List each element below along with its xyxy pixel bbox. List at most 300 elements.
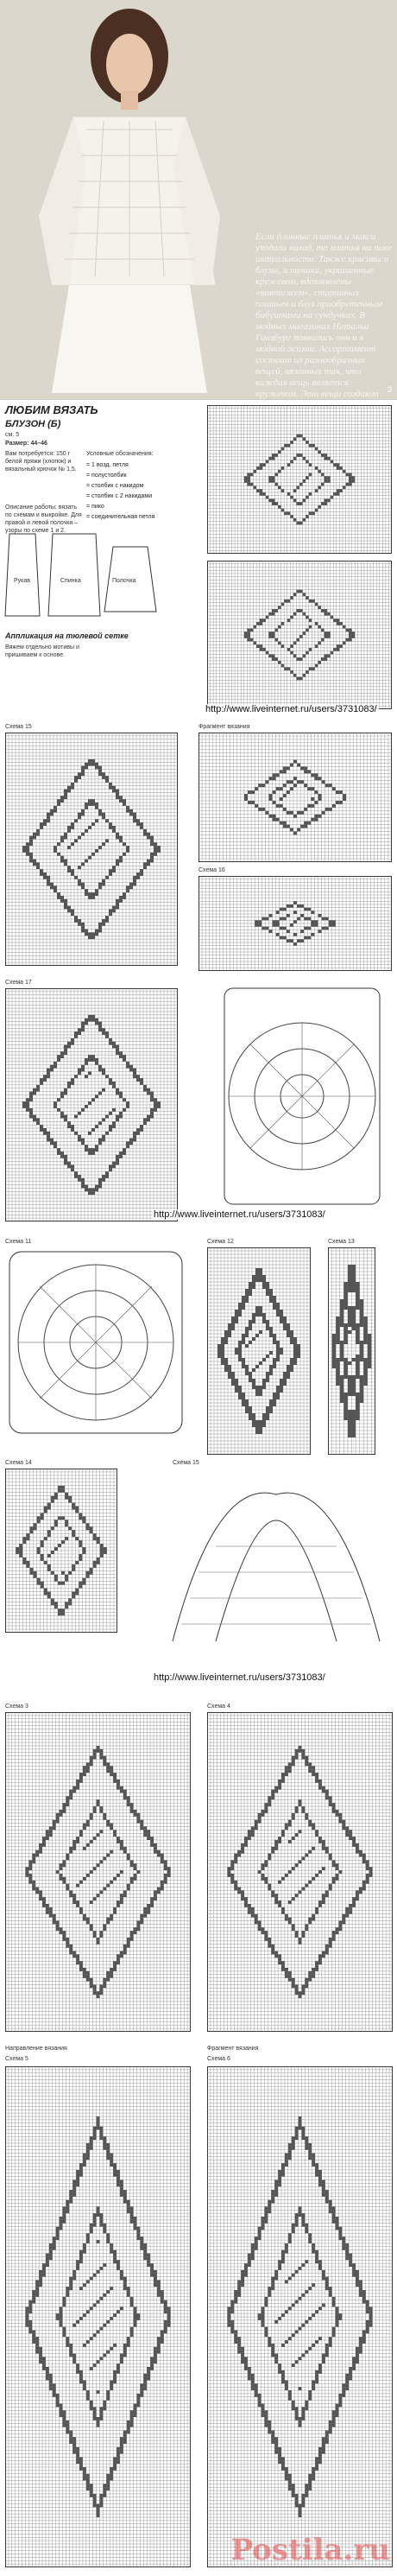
filled-cell [86, 2484, 90, 2487]
filled-cell [356, 2351, 359, 2354]
filled-cell [322, 1897, 325, 1900]
filled-cell [147, 1907, 150, 1911]
filled-cell [281, 1830, 285, 1833]
filled-cell [123, 1148, 126, 1152]
filled-cell [69, 2430, 72, 2433]
filled-cell [268, 498, 272, 502]
filled-cell [130, 2333, 134, 2337]
filled-cell [113, 2467, 117, 2471]
filled-cell [112, 790, 116, 793]
filled-cell [308, 1850, 312, 1854]
filled-cell [109, 1038, 112, 1042]
filled-cell [39, 2351, 42, 2354]
filled-cell [292, 1760, 295, 1763]
filled-cell [81, 885, 85, 889]
filled-cell [76, 2173, 79, 2177]
filled-cell [67, 1042, 71, 1045]
filled-cell [123, 1850, 127, 1854]
filled-cell [64, 790, 67, 793]
filled-cell [66, 1854, 69, 1857]
filled-cell [268, 1796, 271, 1799]
filled-cell [234, 1881, 237, 1884]
filled-cell [360, 1382, 364, 1386]
filled-cell [336, 801, 339, 804]
filled-cell [325, 2283, 329, 2287]
filled-cell [304, 770, 307, 773]
filled-cell [49, 2374, 53, 2377]
filled-cell [154, 1850, 157, 1854]
filled-cell [292, 1813, 295, 1817]
filled-cell [283, 1382, 287, 1386]
filled-cell [85, 806, 88, 809]
filled-cell [360, 1379, 364, 1382]
filled-cell [254, 485, 257, 489]
filled-cell [134, 2220, 137, 2224]
filled-cell [90, 2404, 93, 2408]
filled-cell [123, 2283, 127, 2287]
filled-cell [61, 1540, 65, 1544]
filled-cell [349, 2374, 352, 2377]
filled-cell [325, 457, 328, 460]
filled-cell [340, 1358, 344, 1361]
filled-cell [150, 1112, 154, 1115]
filled-cell [292, 2490, 295, 2494]
filled-cell [256, 644, 260, 648]
filled-cell [123, 1098, 126, 1101]
filled-cell [281, 2467, 285, 2471]
filled-cell [133, 815, 136, 819]
filled-cell [345, 2377, 349, 2381]
filled-cell [260, 466, 263, 470]
filled-cell [345, 1826, 349, 1830]
filled-cell [72, 2437, 76, 2440]
filled-cell [126, 885, 129, 889]
filled-cell [150, 1092, 154, 1095]
schematic-label: Рукав [14, 578, 30, 584]
filled-cell [360, 1358, 364, 1361]
source-url[interactable]: http://www.liveinternet.ru/users/3731083/ [154, 1672, 325, 1683]
filled-cell [280, 1317, 283, 1320]
filled-cell [85, 1575, 89, 1578]
filled-cell [164, 2320, 167, 2324]
filled-cell [258, 2227, 262, 2230]
filled-cell [238, 1344, 242, 1348]
filled-cell [60, 1813, 63, 1817]
filled-cell [343, 1285, 348, 1289]
filled-cell [110, 1824, 113, 1827]
filled-cell [83, 1918, 86, 1921]
filled-cell [271, 2193, 274, 2197]
filled-cell [69, 2344, 72, 2347]
source-url[interactable]: http://www.liveinternet.ru/users/3731083/ [154, 1209, 325, 1220]
filled-cell [338, 2401, 342, 2404]
filled-cell [120, 1786, 123, 1790]
filled-cell [46, 1911, 49, 1914]
filled-cell [37, 1551, 41, 1554]
filled-cell [315, 2380, 318, 2383]
filled-cell [336, 2313, 339, 2317]
filled-cell [318, 2183, 322, 2186]
filled-cell [255, 1420, 259, 1424]
filled-cell [53, 2383, 56, 2387]
filled-cell [147, 2260, 150, 2263]
filled-cell [130, 2217, 134, 2220]
filled-cell [308, 1769, 312, 1773]
filled-cell [51, 1551, 54, 1554]
filled-cell [161, 1854, 164, 1857]
filled-cell [278, 2170, 281, 2173]
filled-cell [64, 1158, 67, 1162]
filled-cell [230, 2320, 234, 2324]
filled-cell [110, 2387, 113, 2390]
filled-cell [46, 2263, 49, 2267]
filled-cell [93, 2224, 97, 2227]
filled-cell [343, 1417, 348, 1420]
filled-cell [278, 1840, 281, 1843]
filled-cell [262, 2404, 265, 2408]
filled-cell [255, 2390, 258, 2394]
filled-cell [271, 2433, 274, 2437]
filled-cell [79, 2317, 83, 2320]
filled-cell [266, 1327, 269, 1330]
filled-cell [340, 1386, 344, 1389]
filled-cell [268, 2290, 271, 2294]
filled-cell [56, 2237, 60, 2240]
filled-cell [288, 1978, 292, 1982]
filled-cell [71, 869, 74, 872]
filled-cell [95, 806, 98, 809]
filled-cell [343, 1327, 348, 1330]
filled-cell [342, 1918, 345, 1921]
filled-cell [49, 2254, 53, 2257]
filled-cell [258, 2397, 262, 2401]
filled-cell [110, 2287, 113, 2290]
filled-cell [116, 1115, 119, 1119]
filled-cell [343, 1413, 348, 1417]
filled-cell [127, 1796, 130, 1799]
filled-cell [264, 1803, 268, 1806]
filled-cell [157, 1888, 161, 1891]
filled-cell [106, 2237, 110, 2240]
filled-cell [25, 1867, 28, 1870]
filled-cell [321, 483, 325, 486]
filled-cell [113, 2464, 117, 2467]
filled-cell [287, 1323, 290, 1327]
filled-cell [366, 1877, 369, 1881]
source-url[interactable]: http://www.liveinternet.ru/users/3731083/ [205, 704, 377, 714]
filled-cell [349, 473, 352, 477]
filled-cell [69, 2351, 72, 2354]
filled-cell [81, 769, 85, 772]
filled-cell [119, 796, 123, 799]
filled-cell [66, 2430, 69, 2433]
filled-cell [150, 1840, 154, 1843]
filled-cell [360, 1396, 364, 1399]
filled-cell [332, 2330, 336, 2333]
filled-cell [342, 1914, 345, 1918]
filled-cell [332, 2327, 336, 2331]
filled-cell [126, 1105, 129, 1108]
filled-cell [16, 1551, 19, 1554]
filled-cell [241, 1890, 244, 1894]
filled-cell [368, 1344, 372, 1348]
filled-cell [283, 1375, 287, 1379]
filled-cell [123, 1948, 127, 1951]
filled-cell [53, 2394, 56, 2397]
filled-cell [81, 1185, 85, 1189]
filled-cell [74, 1075, 78, 1078]
filled-cell [318, 2451, 322, 2454]
filled-cell [288, 2390, 292, 2394]
filled-cell [331, 460, 334, 464]
filled-cell [325, 635, 328, 638]
filled-cell [164, 2324, 167, 2327]
filled-cell [325, 2351, 329, 2354]
filled-cell [272, 502, 275, 505]
filled-cell [252, 1337, 255, 1341]
filled-cell [299, 2510, 302, 2514]
filled-cell [278, 450, 281, 454]
filled-cell [325, 612, 328, 616]
filled-cell [154, 1108, 157, 1112]
neck-shape [121, 91, 138, 110]
filled-cell [136, 1820, 140, 1824]
filled-cell [271, 2287, 274, 2290]
filled-cell [268, 2200, 271, 2204]
filled-cell [79, 2260, 83, 2263]
filled-cell [234, 2333, 237, 2337]
filled-cell [349, 483, 352, 486]
filled-cell [110, 1881, 113, 1884]
filled-cell [113, 2374, 117, 2377]
filled-cell [271, 2197, 274, 2200]
filled-cell [93, 2217, 97, 2220]
filled-cell [147, 2263, 150, 2267]
filled-cell [348, 1268, 352, 1272]
filled-cell [278, 1881, 281, 1884]
filled-cell [293, 1355, 297, 1358]
filled-cell [345, 2250, 349, 2254]
filled-cell [325, 2193, 329, 2197]
filled-cell [237, 2351, 241, 2354]
filled-cell [140, 826, 143, 829]
filled-cell [120, 1900, 123, 1904]
filled-cell [340, 1303, 344, 1306]
filled-cell [126, 1141, 129, 1145]
filled-cell [231, 1379, 235, 1382]
filled-cell [332, 2213, 336, 2217]
filled-cell [293, 901, 297, 904]
filled-cell [103, 2136, 106, 2140]
filled-cell [305, 2484, 308, 2487]
filled-cell [110, 1971, 113, 1975]
filled-cell [283, 808, 287, 811]
filled-cell [126, 806, 129, 809]
filled-cell [368, 1361, 372, 1365]
filled-cell [42, 2274, 46, 2277]
article-poem: Если длинные платья и макси уходили назад, то платья на пике актуальности. Также красивы и блузы, и туники, украшенные кружевом, вдохновлены «винтажем», старинных платьев и блуз приобретенным бабушками на сундучках. В модных магазинах Натальи Гинзбург появились они и в модной жизни. Ассортимент состоит из разнообразных вещей, вязанных так, что каждая вещь является кружевом. Эти вещи создают [255, 232, 393, 399]
filled-cell [295, 2129, 299, 2133]
filled-cell [299, 1941, 302, 1945]
filled-cell [113, 2377, 117, 2381]
filled-cell [86, 1820, 90, 1824]
filled-cell [250, 629, 254, 632]
filled-cell [268, 1854, 271, 1857]
filled-cell [336, 1334, 340, 1337]
filled-cell [123, 2344, 127, 2347]
filled-cell [268, 2430, 271, 2433]
filled-cell [110, 2156, 113, 2160]
filled-cell [72, 1568, 75, 1571]
filled-cell [235, 1317, 238, 1320]
filled-cell [288, 1766, 292, 1769]
filled-cell [51, 1598, 54, 1602]
filled-cell [242, 1341, 245, 1344]
filled-cell [60, 2306, 63, 2310]
filled-cell [241, 1847, 244, 1850]
filled-cell [315, 664, 318, 668]
filled-cell [85, 930, 88, 933]
filled-cell [44, 1537, 47, 1540]
filled-cell [352, 2267, 356, 2270]
filled-cell [127, 1941, 130, 1945]
filled-cell [359, 2351, 362, 2354]
legend-item: = соединительная петля [86, 514, 155, 520]
filled-cell [312, 2154, 315, 2157]
filled-cell [276, 804, 280, 808]
filled-cell [76, 1904, 79, 1907]
filled-cell [97, 2507, 100, 2510]
filled-cell [301, 2497, 305, 2501]
filled-cell [50, 883, 54, 886]
filled-cell [133, 1071, 136, 1075]
filled-cell [283, 1327, 287, 1330]
filled-cell [227, 2313, 230, 2317]
filled-cell [54, 846, 57, 849]
filled-cell [348, 1330, 352, 1334]
filled-cell [337, 463, 340, 466]
trousers-shape [52, 285, 207, 393]
filled-cell [140, 2394, 143, 2397]
filled-cell [72, 1790, 76, 1793]
filled-cell [43, 1075, 47, 1078]
filled-cell [120, 2274, 123, 2277]
filled-cell [79, 2374, 83, 2377]
filled-cell [103, 1982, 106, 1985]
filled-cell [249, 1282, 252, 1285]
filled-cell [290, 811, 293, 815]
filled-cell [51, 1526, 54, 1530]
filled-cell [260, 489, 263, 492]
filled-cell [314, 818, 318, 822]
filled-cell [221, 1361, 224, 1365]
filled-cell [308, 1766, 312, 1769]
filled-cell [301, 2294, 305, 2297]
filled-cell [244, 1904, 248, 1907]
filled-cell [241, 2347, 244, 2351]
filled-cell [56, 2313, 60, 2317]
filled-cell [242, 1393, 245, 1396]
filled-cell [224, 1341, 228, 1344]
filled-cell [113, 1833, 117, 1837]
filled-cell [86, 2237, 90, 2240]
filled-cell [147, 2367, 150, 2370]
filled-cell [304, 822, 307, 825]
filled-cell [241, 2277, 244, 2281]
filled-cell [93, 1753, 97, 1756]
filled-cell [113, 1961, 117, 1964]
filled-cell [106, 2474, 110, 2478]
filled-cell [102, 919, 105, 923]
filled-cell [273, 773, 276, 777]
filled-cell [278, 470, 281, 473]
filled-cell [336, 1382, 340, 1386]
filled-cell [32, 1854, 35, 1857]
filled-cell [85, 1188, 88, 1191]
filled-cell [106, 1978, 110, 1982]
filled-cell [332, 2417, 336, 2421]
filled-cell [356, 1847, 359, 1850]
filled-cell [271, 2440, 274, 2444]
filled-cell [230, 1867, 234, 1870]
filled-cell [46, 1904, 49, 1907]
filled-cell [278, 2370, 281, 2374]
filled-cell [83, 1968, 86, 1971]
filled-cell [271, 2200, 274, 2204]
filled-cell [127, 2337, 130, 2340]
filled-cell [292, 1756, 295, 1760]
filled-cell [230, 2324, 234, 2327]
filled-cell [103, 2294, 106, 2297]
filled-cell [97, 1894, 100, 1897]
filled-cell [348, 1320, 352, 1323]
filled-cell [60, 1931, 63, 1934]
filled-cell [352, 1843, 356, 1847]
filled-cell [69, 2433, 72, 2437]
filled-cell [249, 1292, 252, 1296]
filled-cell [293, 437, 297, 441]
filled-cell [106, 2478, 110, 2481]
filled-cell [336, 2317, 339, 2320]
filled-cell [285, 2160, 288, 2163]
filled-cell [64, 836, 67, 840]
filled-cell [244, 797, 248, 801]
filled-cell [285, 1826, 288, 1830]
filled-cell [110, 2317, 113, 2320]
filled-cell [120, 2179, 123, 2183]
filled-cell [352, 1285, 356, 1289]
filled-cell [336, 1337, 340, 1341]
filled-cell [287, 444, 291, 447]
filled-cell [106, 2390, 110, 2394]
filled-cell [143, 1833, 147, 1837]
filled-cell [318, 2460, 322, 2464]
filled-cell [90, 1762, 93, 1766]
filled-cell [47, 1135, 50, 1139]
filled-cell [154, 853, 157, 856]
filled-cell [329, 1854, 332, 1857]
filled-cell [325, 502, 328, 505]
filled-cell [98, 926, 102, 930]
filled-cell [83, 1975, 86, 1978]
filled-cell [93, 2129, 97, 2133]
filled-cell [272, 479, 275, 483]
filled-cell [85, 766, 88, 770]
filled-cell [150, 836, 154, 840]
filled-cell [306, 616, 309, 619]
filled-cell [106, 2154, 110, 2157]
filled-cell [249, 1417, 252, 1420]
